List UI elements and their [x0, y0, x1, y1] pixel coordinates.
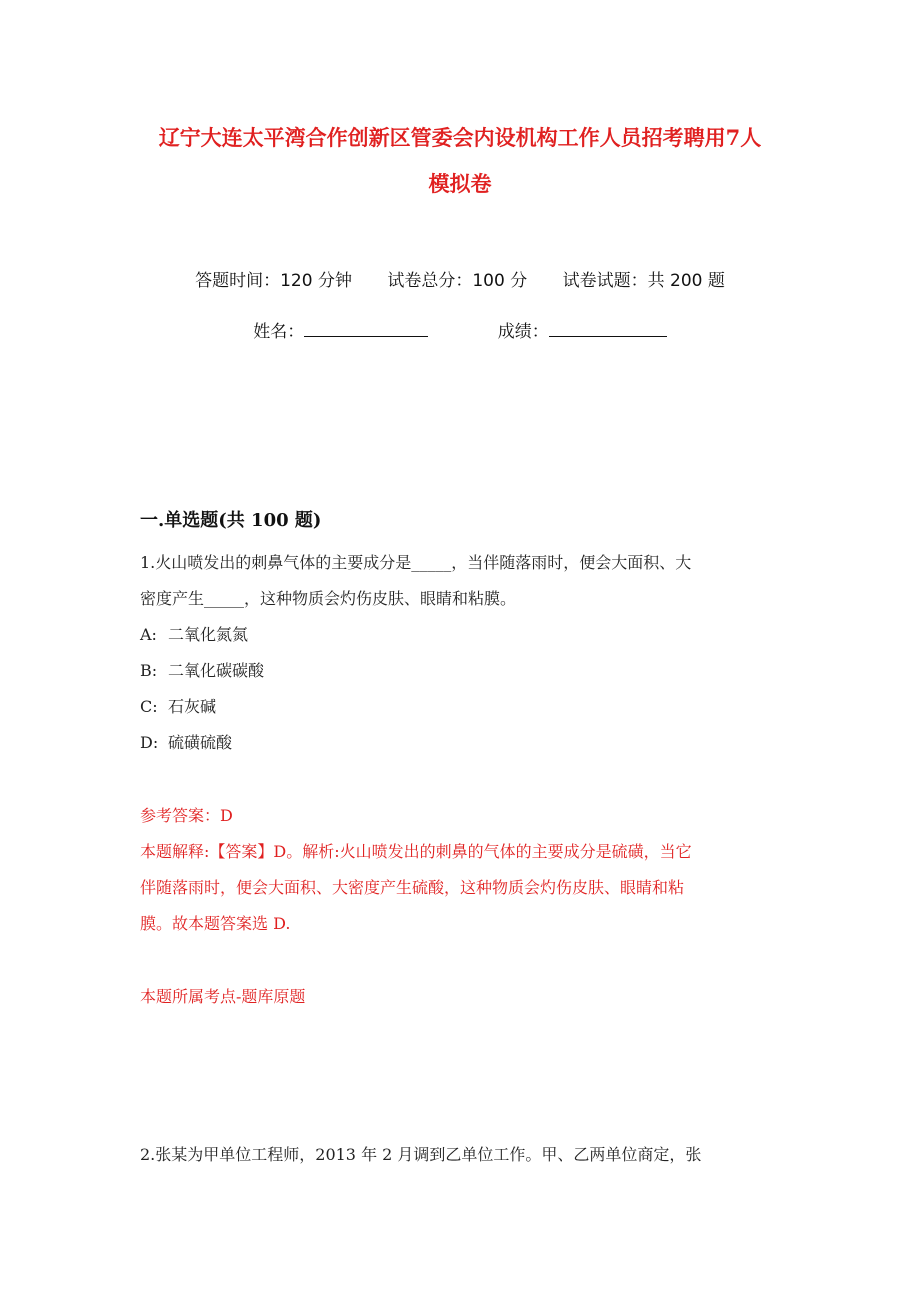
- option-b: [140, 653, 780, 689]
- option-c: [140, 689, 780, 725]
- option-a: [140, 617, 780, 653]
- exam-info-row: [0, 269, 920, 293]
- score-label: 成绩：: [497, 322, 549, 342]
- question-1-stem-line2: 密度产生_____，这种物质会灼伤皮肤、眼睛和粘膜。: [140, 589, 517, 608]
- option-c-text: 石灰碱: [168, 697, 217, 716]
- section-heading: 一.单选题(共 100 题): [140, 510, 322, 531]
- explanation-line3: 膜。故本题答案选 D.: [140, 914, 291, 933]
- name-label: 姓名：: [253, 322, 305, 342]
- explanation-line2: 伴随落雨时，便会大面积、大密度产生硫酸，这种物质会灼伤皮肤、眼睛和粘: [140, 878, 685, 897]
- option-a-text: 二氧化氮氮: [168, 625, 249, 644]
- option-a-label: A:: [140, 625, 157, 644]
- question-2-stem-line1: 2.张某为甲单位工程师，2013 年 2 月调到乙单位工作。甲、乙两单位商定，张: [140, 1145, 702, 1164]
- exam-time: 答题时间：120 分钟: [195, 271, 352, 291]
- exam-total-score: 试卷总分：100 分: [387, 271, 528, 291]
- option-d: [140, 725, 780, 761]
- option-d-text: 硫磺硫酸: [168, 733, 233, 752]
- knowledge-point: 本题所属考点-题库原题: [140, 987, 306, 1006]
- score-blank: [549, 318, 667, 337]
- explanation-line1: 本题解释:【答案】D。解析:火山喷发出的刺鼻的气体的主要成分是硫磺，当它: [140, 842, 692, 861]
- name-blank: [304, 318, 428, 337]
- page-title-line1: 辽宁大连太平湾合作创新区管委会内设机构工作人员招考聘用7人: [158, 125, 762, 150]
- option-c-label: C:: [140, 697, 158, 716]
- reference-answer: 参考答案：D: [140, 806, 233, 825]
- exam-question-count: 试卷试题：共 200 题: [562, 271, 725, 291]
- page-title-line2: 模拟卷: [428, 171, 492, 196]
- candidate-info-row: [0, 318, 920, 344]
- option-b-text: 二氧化碳碳酸: [168, 661, 265, 680]
- score-field: [498, 318, 667, 344]
- option-b-label: B:: [140, 661, 158, 680]
- option-d-label: D:: [140, 733, 159, 752]
- question-1-stem-line1: 1.火山喷发出的刺鼻气体的主要成分是_____，当伴随落雨时，便会大面积、大: [140, 553, 692, 572]
- name-field: [253, 318, 428, 344]
